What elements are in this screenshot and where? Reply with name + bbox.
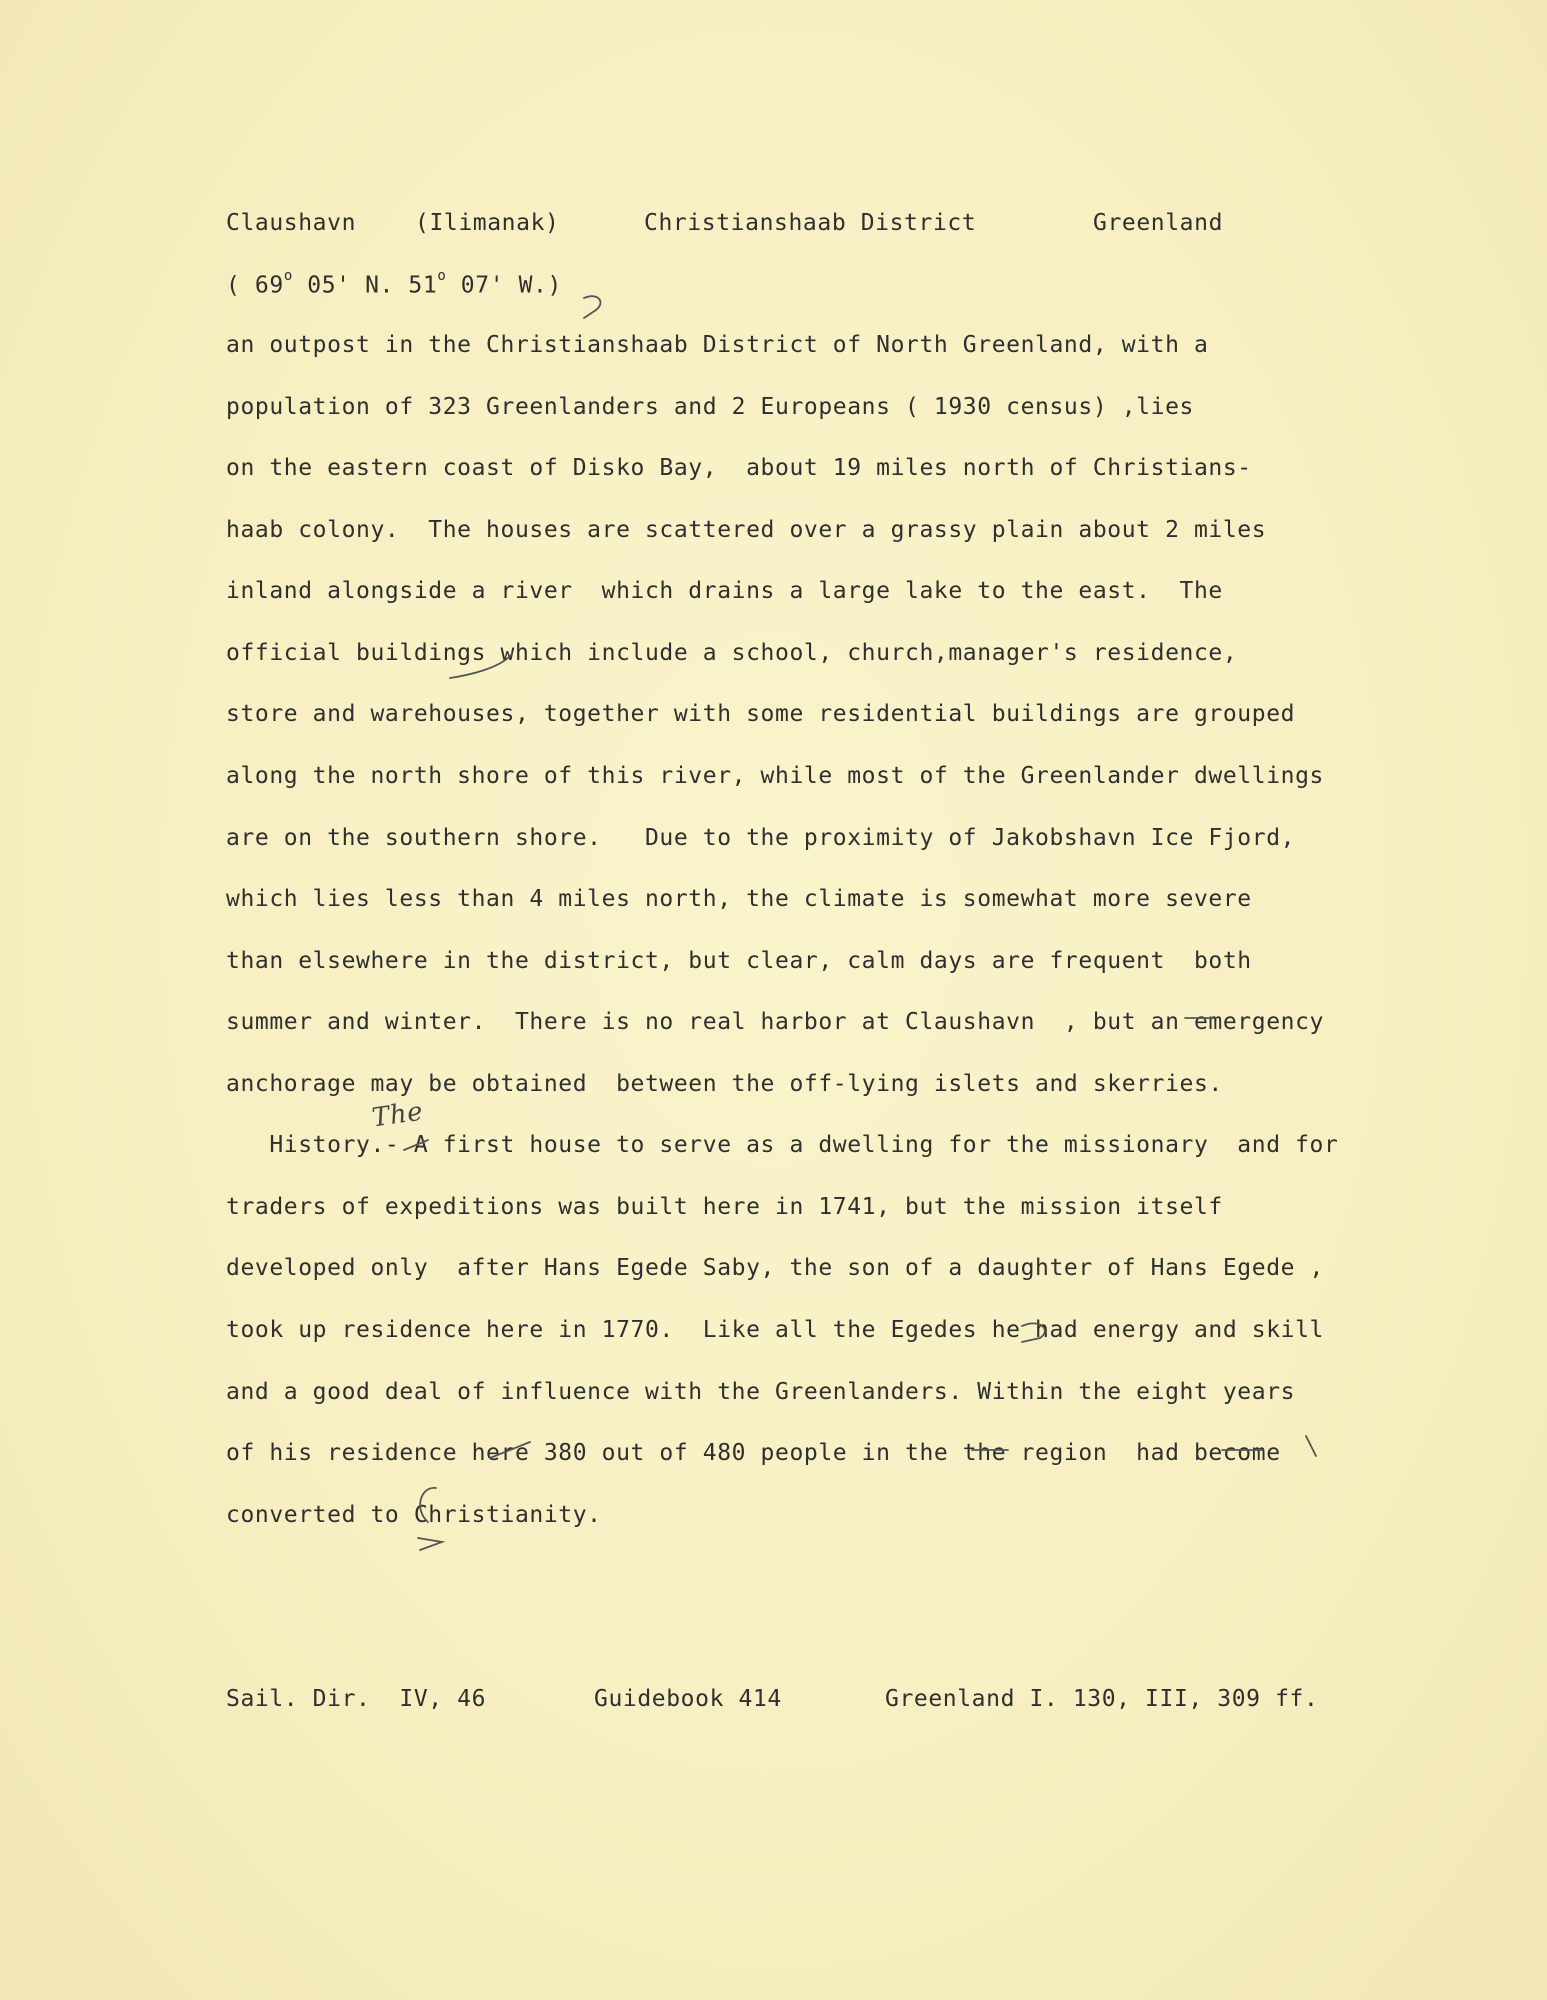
body-line: than elsewhere in the district, but clear, calm days are frequent both (226, 948, 1252, 974)
heading-native-name: (Ilimanak) (415, 210, 560, 236)
body-line: took up residence here in 1770. Like all the Egedes he had energy and skill (226, 1317, 1324, 1343)
body-line: store and warehouses, together with some residential buildings are grouped (226, 701, 1296, 727)
body-line: History.- A first house to serve as a dwelling for the missionary and for (226, 1132, 1339, 1158)
body-line: developed only after Hans Egede Saby, the son of a daughter of Hans Egede , (226, 1255, 1324, 1281)
body-line: anchorage may be obtained between the off-lying islets and skerries. (226, 1071, 1223, 1097)
source-sailing-directions: Sail. Dir. IV, 46 (226, 1686, 487, 1712)
heading-district: Christianshaab District (644, 210, 977, 236)
body-line: summer and winter. There is no real harbor at Claushavn , but an emergency (226, 1009, 1324, 1035)
degree-sign: o (437, 268, 447, 284)
heading-place: Claushavn (226, 210, 357, 236)
heading-region: Greenland (1093, 210, 1224, 236)
body-line: converted to Christianity. (226, 1502, 602, 1528)
source-greenland: Greenland I. 130, III, 309 ff. (885, 1686, 1319, 1712)
body-line: along the north shore of this river, while most of the Greenlander dwellings (226, 763, 1324, 789)
coord-lat-min: 05' N. (292, 272, 409, 299)
body-line: are on the southern shore. Due to the proximity of Jakobshavn Ice Fjord, (226, 825, 1296, 851)
source-guidebook: Guidebook 414 (594, 1686, 782, 1712)
coord-open: ( (226, 272, 255, 299)
coord-lon-deg: 51 (408, 272, 438, 299)
body-line: inland alongside a river which drains a large lake to the east. The (226, 578, 1223, 604)
body-line: and a good deal of influence with the Greenlanders. Within the eight years (226, 1379, 1296, 1405)
body-line: haab colony. The houses are scattered over a grassy plain about 2 miles (226, 517, 1267, 543)
body-line: traders of expeditions was built here in 1741, but the mission itself (226, 1194, 1223, 1220)
body-line: of his residence here 380 out of 480 people in the the region had become (226, 1440, 1281, 1466)
coordinates (226, 268, 562, 299)
coord-lon-min: 07' W.) (446, 272, 562, 299)
handwritten-insert: The (370, 1096, 426, 1134)
body-line: population of 323 Greenlanders and 2 Europeans ( 1930 census) ,lies (226, 394, 1194, 420)
coord-lat-deg: 69 (254, 272, 284, 299)
body-line: an outpost in the Christianshaab District of North Greenland, with a (226, 332, 1209, 358)
degree-sign: o (283, 268, 293, 284)
body-line: official buildings which include a school, church,manager's residence, (226, 640, 1238, 666)
body-line: which lies less than 4 miles north, the climate is somewhat more severe (226, 886, 1252, 912)
body-line: on the eastern coast of Disko Bay, about 19 miles north of Christians- (226, 455, 1252, 481)
